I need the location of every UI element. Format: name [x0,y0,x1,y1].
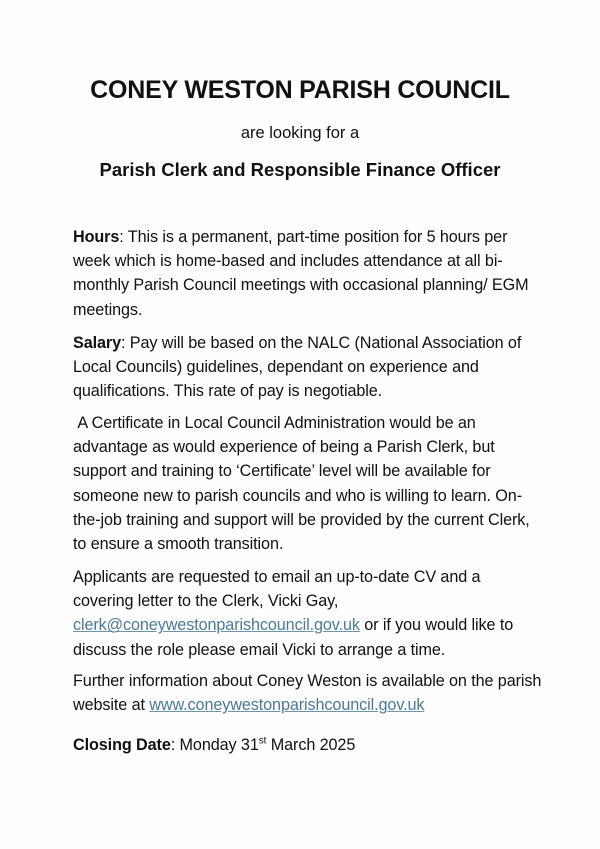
apply-text-before: Applicants are requested to email an up-to-date CV and a covering letter to the Clerk, Vicki Gay, [73,568,481,611]
closing-month-year: March 2025 [266,736,356,754]
salary-label: Salary [73,334,122,352]
hours-text: : This is a permanent, part-time position for 5 hours per week which is home-based and includes attendance at all bi-monthly Parish Council meetings with occasional planning/ EGM meetings. [73,228,529,319]
website-link[interactable]: www.coneywestonparishcouncil.gov.uk [149,696,425,715]
council-title: CONEY WESTON PARISH COUNCIL [90,76,510,104]
closing-label: Closing Date [73,736,171,754]
role-title: Parish Clerk and Responsible Finance Officer [99,159,501,180]
apply-text-after: or if you would like to discuss the role please email Vicki to arrange a time. [73,616,514,659]
further-info-paragraph [73,669,543,717]
further-text: Further information about Coney Weston is available on the parish website at [73,672,542,715]
salary-paragraph [73,331,543,404]
certificate-paragraph [73,411,543,556]
subtitle: are looking for a [240,124,360,142]
salary-text: : Pay will be based on the NALC (National Association of Local Councils) guidelines, dependant on experience and qualifications. This rate of pay is negotiable. [73,334,522,401]
clerk-email-link[interactable]: clerk@coneywestonparishcouncil.gov.uk [73,616,360,635]
closing-text: : Monday 31 [170,736,259,754]
closing-date-paragraph [73,733,543,757]
apply-paragraph [73,565,543,662]
hours-label: Hours [73,228,120,246]
hours-paragraph [73,225,543,322]
certificate-text: A Certificate in Local Council Administration would be an advantage as would experience of being a Parish Clerk, but support and training to ‘Certificate’ level will be available for someone new to parish councils and who is willing to learn. On-the-job training and support will be provided by the current Clerk, to ensure a smooth transition. [73,414,530,554]
closing-ordinal: st [258,735,267,747]
